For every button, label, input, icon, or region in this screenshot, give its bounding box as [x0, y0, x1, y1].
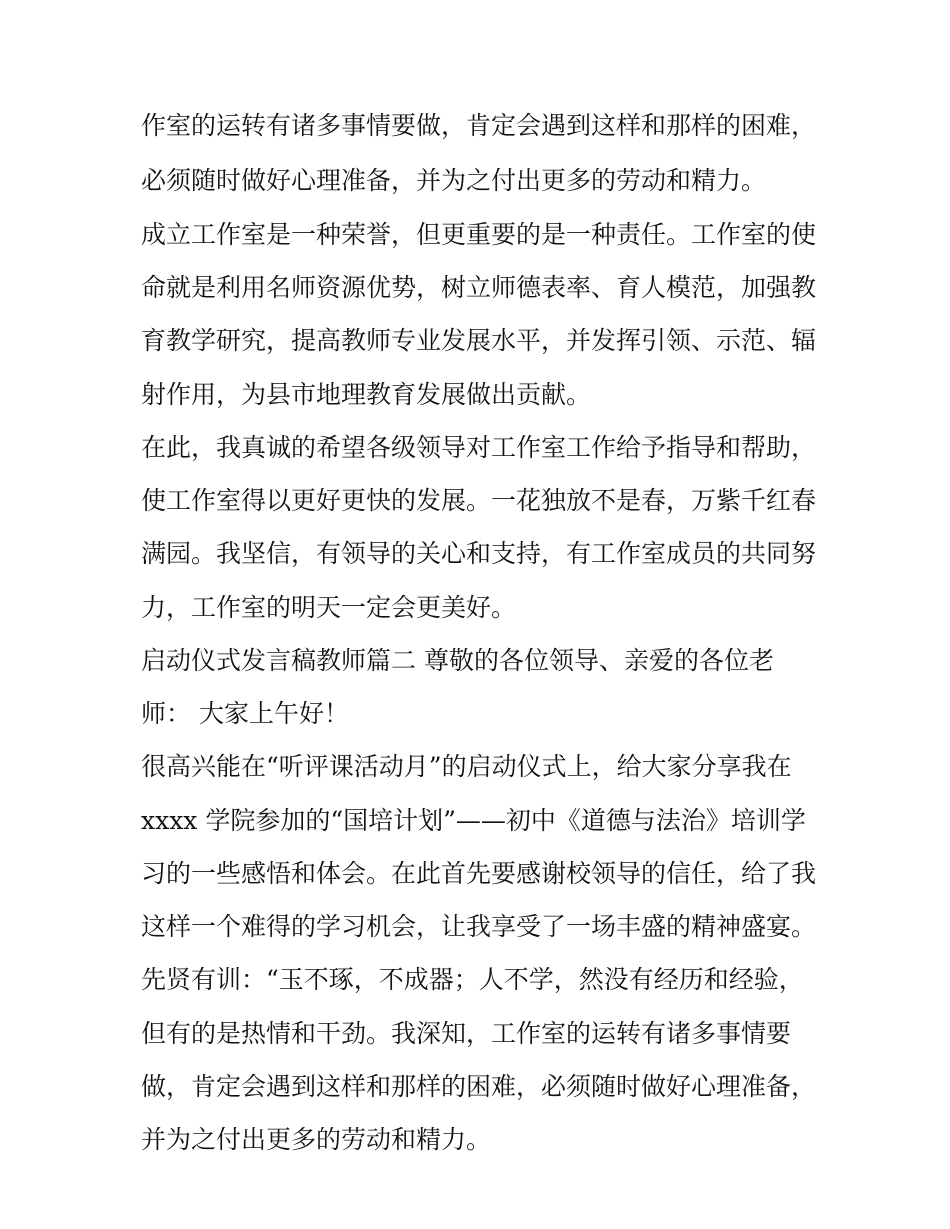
text-line: 启动仪式发言稿教师篇二 尊敬的各位领导、亲爱的各位老	[141, 646, 774, 675]
text-line: 很高兴能在“听评课活动月”的启动仪式上，给大家分享我在	[141, 752, 792, 781]
text-line: 育教学研究，提高教师专业发展水平，并发挥引领、示范、辐	[141, 326, 817, 355]
text-line: 并为之付出更多的劳动和精力。	[141, 1125, 492, 1154]
text-line: 力，工作室的明天一定会更美好。	[141, 593, 517, 622]
text-line: 射作用，为县市地理教育发展做出贡献。	[141, 380, 592, 409]
text-line: 满园。我坚信，有领导的关心和支持，有工作室成员的共同努	[141, 539, 817, 568]
text-line: 但有的是热情和干劲。我深知，工作室的运转有诸多事情要	[141, 1019, 792, 1048]
text-line: 命就是利用名师资源优势，树立师德表率、育人模范，加强教	[141, 273, 817, 302]
text-line: 在此，我真诚的希望各级领导对工作室工作给予指导和帮助，	[141, 433, 817, 462]
text-line: 习的一些感悟和体会。在此首先要感谢校领导的信任，给了我	[141, 859, 817, 888]
text-line: 使工作室得以更好更快的发展。一花独放不是春，万紫千红春	[141, 486, 817, 515]
text-line: 成立工作室是一种荣誉，但更重要的是一种责任。工作室的使	[141, 220, 817, 249]
text-line: 做，肯定会遇到这样和那样的困难，必须随时做好心理准备，	[141, 1072, 817, 1101]
text-line: 这样一个难得的学习机会，让我享受了一场丰盛的精神盛宴。	[141, 912, 817, 941]
text-line: 作室的运转有诸多事情要做，肯定会遇到这样和那样的困难，	[141, 111, 817, 140]
text-line: 必须随时做好心理准备，并为之付出更多的劳动和精力。	[141, 166, 767, 195]
text-line: 师： 大家上午好！	[141, 699, 349, 728]
text-line: xxxx 学院参加的“国培计划”——初中《道德与法治》培训学	[141, 806, 806, 835]
text-line: 先贤有训：“玉不琢，不成器；人不学，然没有经历和经验，	[141, 965, 804, 994]
